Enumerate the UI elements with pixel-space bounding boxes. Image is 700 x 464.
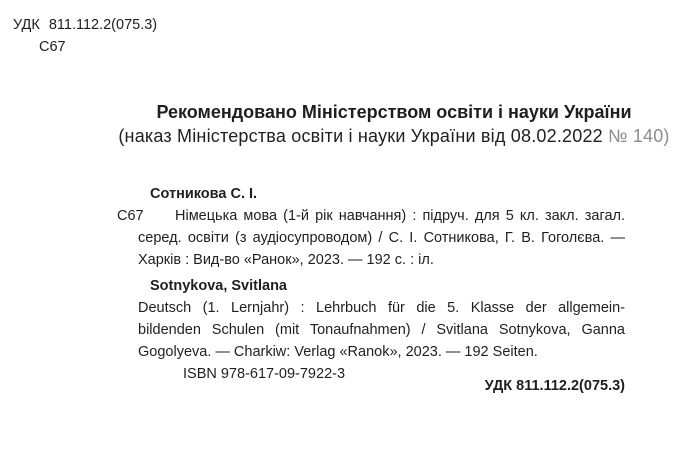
entry-de-line: Deutsch (1. Lernjahr) : Lehrbuch für die 5. Klasse der allgemein- xyxy=(138,300,625,316)
udc-code: 811.112.2(075.3) xyxy=(48,17,158,33)
entry-uk-line: серед. освіти (з аудіосупроводом) / С. І. Сотникова, Г. В. Гоголєва. — xyxy=(138,230,625,246)
entry-uk-line: Німецька мова (1-й рік навчання) : підруч. для 5 кл. закл. загал. xyxy=(175,208,625,224)
udc-label: УДК xyxy=(13,17,40,33)
order-number-faded: № 140) xyxy=(608,126,670,146)
bibliographic-entry-ukrainian xyxy=(117,183,625,271)
udc-line xyxy=(13,14,157,36)
recommendation-order-line xyxy=(88,124,700,148)
entry-author-uk: Сотникова С. І. xyxy=(150,186,258,202)
top-classification-block xyxy=(13,14,157,58)
author-sign-code: С67 xyxy=(39,39,66,55)
entry-de-line: bildenden Schulen (mit Tonaufnahmen) / Svitlana Sotnykova, Ganna xyxy=(138,322,625,338)
bibliographic-entry-german xyxy=(138,275,625,385)
margin-author-sign: С67 xyxy=(117,208,144,224)
entry-uk-line: Харків : Вид-во «Ранок», 2023. — 192 с. : іл. xyxy=(138,252,434,268)
footer-udc-code: УДК 811.112.2(075.3) xyxy=(484,378,625,394)
recommendation-title: Рекомендовано Міністерством освіти і науки України xyxy=(156,102,632,122)
entry-author-de: Sotnykova, Svitlana xyxy=(150,278,287,294)
isbn-number: ISBN 978-617-09-7922-3 xyxy=(183,366,346,382)
entry-de-line: Gogolyeva. — Charkiw: Verlag «Ranok», 2023. — 192 Seiten. xyxy=(138,344,538,360)
recommendation-block xyxy=(88,100,700,148)
order-text: (наказ Міністерства освіти і науки України від 08.02.2022 xyxy=(118,126,603,146)
